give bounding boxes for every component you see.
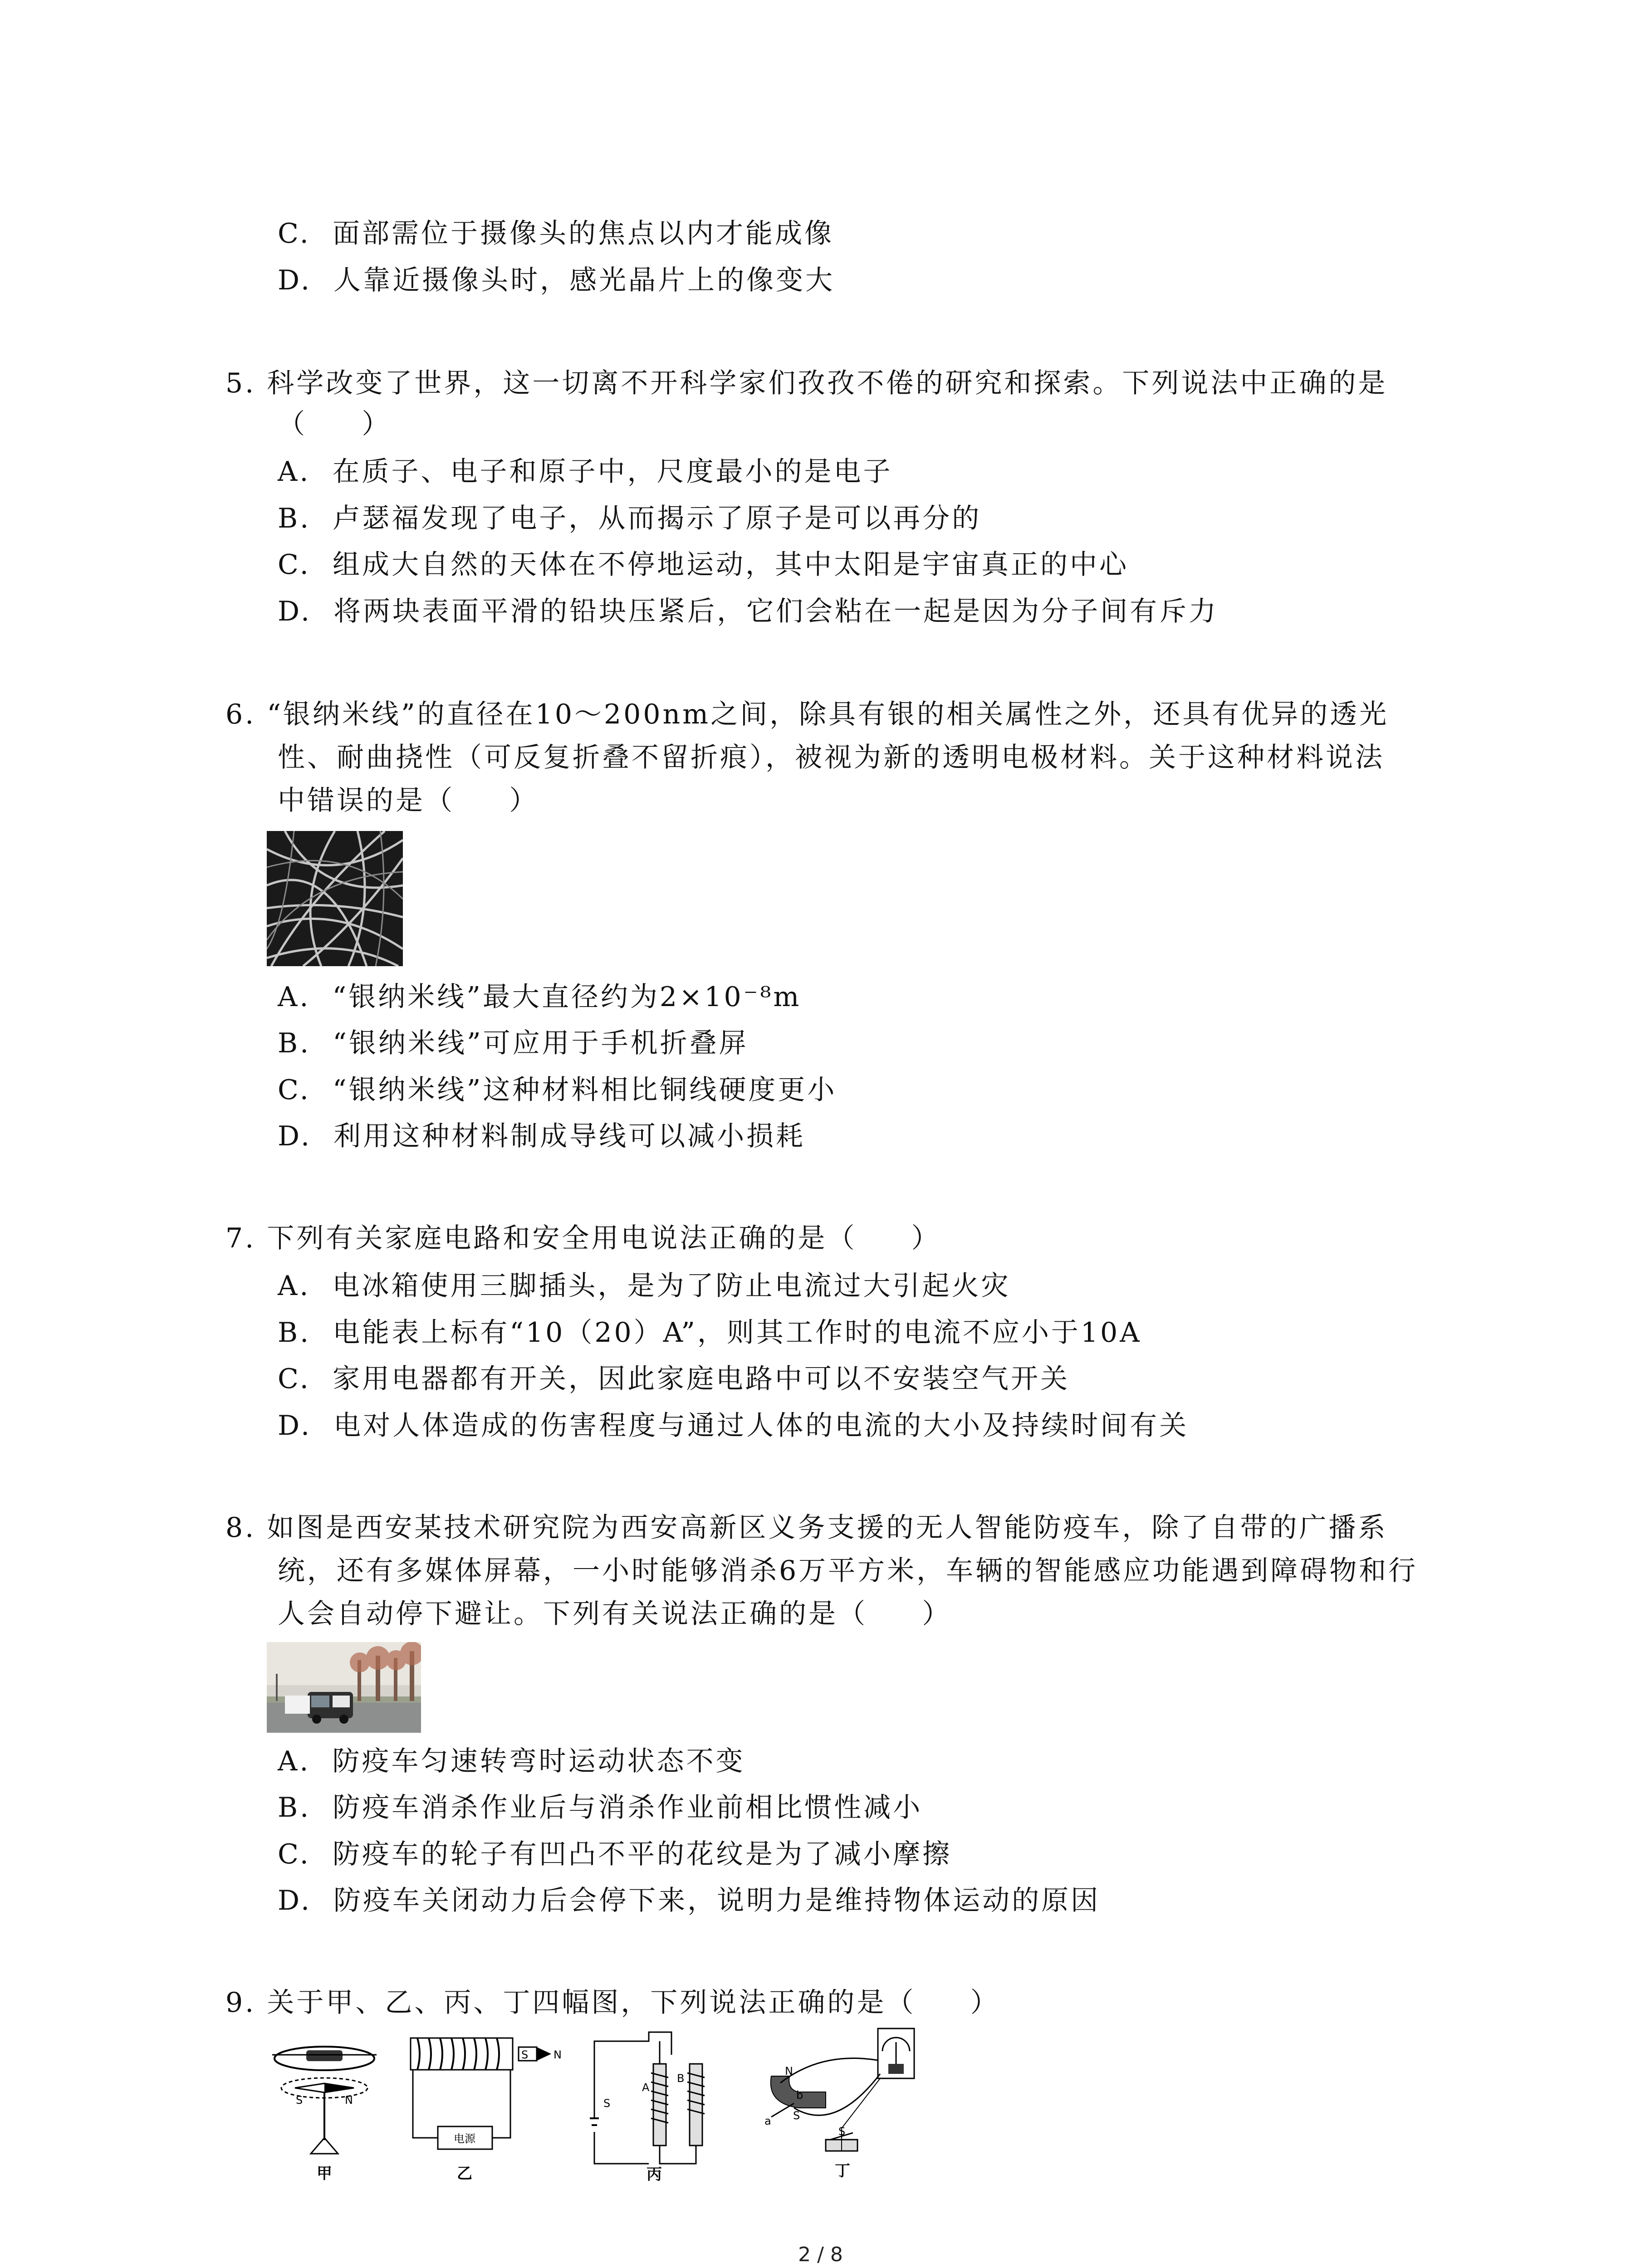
q8-option-c: C. 防疫车的轮子有凹凸不平的花纹是为了减小摩擦 (278, 1838, 952, 1870)
q4-option-c: C. 面部需位于摄像头的焦点以内才能成像 (278, 218, 834, 249)
figure-jia (268, 2031, 386, 2181)
q5-option-a: A. 在质子、电子和原子中，尺度最小的是电子 (278, 456, 893, 488)
q4-option-d: D. 人靠近摄像头时，感光晶片上的像变大 (278, 264, 835, 296)
q8-stem-line2: 统，还有多媒体屏幕，一小时能够消杀6万平方米，车辆的智能感应功能遇到障碍物和行 (278, 1555, 1418, 1587)
q5-option-b: B. 卢瑟福发现了电子，从而揭示了原子是可以再分的 (278, 503, 982, 534)
q9-stem-line1: 9. 关于甲、乙、丙、丁四幅图，下列说法正确的是（ ） (225, 1987, 1000, 2019)
label-n: N (554, 2048, 562, 2061)
page-number: 2 / 8 (798, 2243, 843, 2266)
q8-option-d: D. 防疫车关闭动力后会停下来，说明力是维持物体运动的原因 (278, 1885, 1101, 1916)
label-b: B (677, 2072, 685, 2085)
silver-nanowire-image (267, 831, 403, 966)
q7-option-b: B. 电能表上标有“10（20）A”，则其工作时的电流不应小于10A (278, 1317, 1142, 1349)
switch-label: S (838, 2125, 846, 2138)
caption-ding: 丁 (835, 2162, 850, 2180)
figure-bing (581, 2028, 730, 2181)
q8-stem-line1: 8. 如图是西安某技术研究院为西安高新区义务支援的无人智能防疫车，除了自带的广播系 (225, 1512, 1388, 1544)
label-s: S (521, 2048, 529, 2061)
q6-option-a: A. “银纳米线”最大直径约为2×10⁻⁸m (278, 981, 802, 1013)
q7-option-c: C. 家用电器都有开关，因此家庭电路中可以不安装空气开关 (278, 1363, 1070, 1395)
q8-option-a: A. 防疫车匀速转弯时运动状态不变 (278, 1745, 745, 1777)
q6-stem-line3: 中错误的是（ ） (278, 785, 539, 816)
q8-option-b: B. 防疫车消杀作业后与消杀作业前相比惯性减小 (278, 1792, 923, 1823)
switch-label: S (603, 2097, 611, 2110)
q6-stem-line1: 6. “银纳米线”的直径在10～200nm之间，除具有银的相关属性之外，还具有优异的透光 (225, 699, 1389, 730)
q5-option-c: C. 组成大自然的天体在不停地运动，其中太阳是宇宙真正的中心 (278, 549, 1129, 581)
power-source-label: 电源 (454, 2132, 475, 2145)
figure-ding (762, 2024, 935, 2181)
label-b: b (796, 2089, 803, 2102)
q6-option-b: B. “银纳米线”可应用于手机折叠屏 (278, 1027, 749, 1059)
label-n: N (345, 2094, 353, 2107)
q6-stem-line2: 性、耐曲挠性（可反复折叠不留折痕），被视为新的透明电极材料。关于这种材料说法 (278, 742, 1385, 773)
caption-bing: 丙 (647, 2165, 662, 2181)
q5-stem-line2: （ ） (278, 408, 392, 440)
label-n: N (785, 2065, 793, 2077)
label-s: S (793, 2109, 800, 2122)
q5-option-d: D. 将两块表面平滑的铅块压紧后，它们会粘在一起是因为分子间有斥力 (278, 596, 1219, 627)
q8-stem-line3: 人会自动停下避让。下列有关说法正确的是（ ） (278, 1598, 952, 1630)
q7-stem-line1: 7. 下列有关家庭电路和安全用电说法正确的是（ ） (225, 1222, 941, 1254)
q6-option-c: C. “银纳米线”这种材料相比铜线硬度更小 (278, 1074, 837, 1106)
caption-jia: 甲 (317, 2165, 332, 2181)
q7-option-a: A. 电冰箱使用三脚插头，是为了防止电流过大引起火灾 (278, 1270, 1011, 1302)
label-a: A (642, 2081, 650, 2094)
q6-option-d: D. 利用这种材料制成导线可以减小损耗 (278, 1120, 806, 1152)
label-a: a (764, 2115, 771, 2127)
q5-stem-line1: 5. 科学改变了世界，这一切离不开科学家们孜孜不倦的研究和探索。下列说法中正确的是 (225, 367, 1388, 399)
epidemic-prevention-vehicle-photo (267, 1642, 421, 1733)
q7-option-d: D. 电对人体造成的伤害程度与通过人体的电流的大小及持续时间有关 (278, 1410, 1189, 1442)
label-s: S (296, 2094, 303, 2107)
figure-yi (402, 2031, 574, 2181)
caption-yi: 乙 (457, 2165, 472, 2181)
